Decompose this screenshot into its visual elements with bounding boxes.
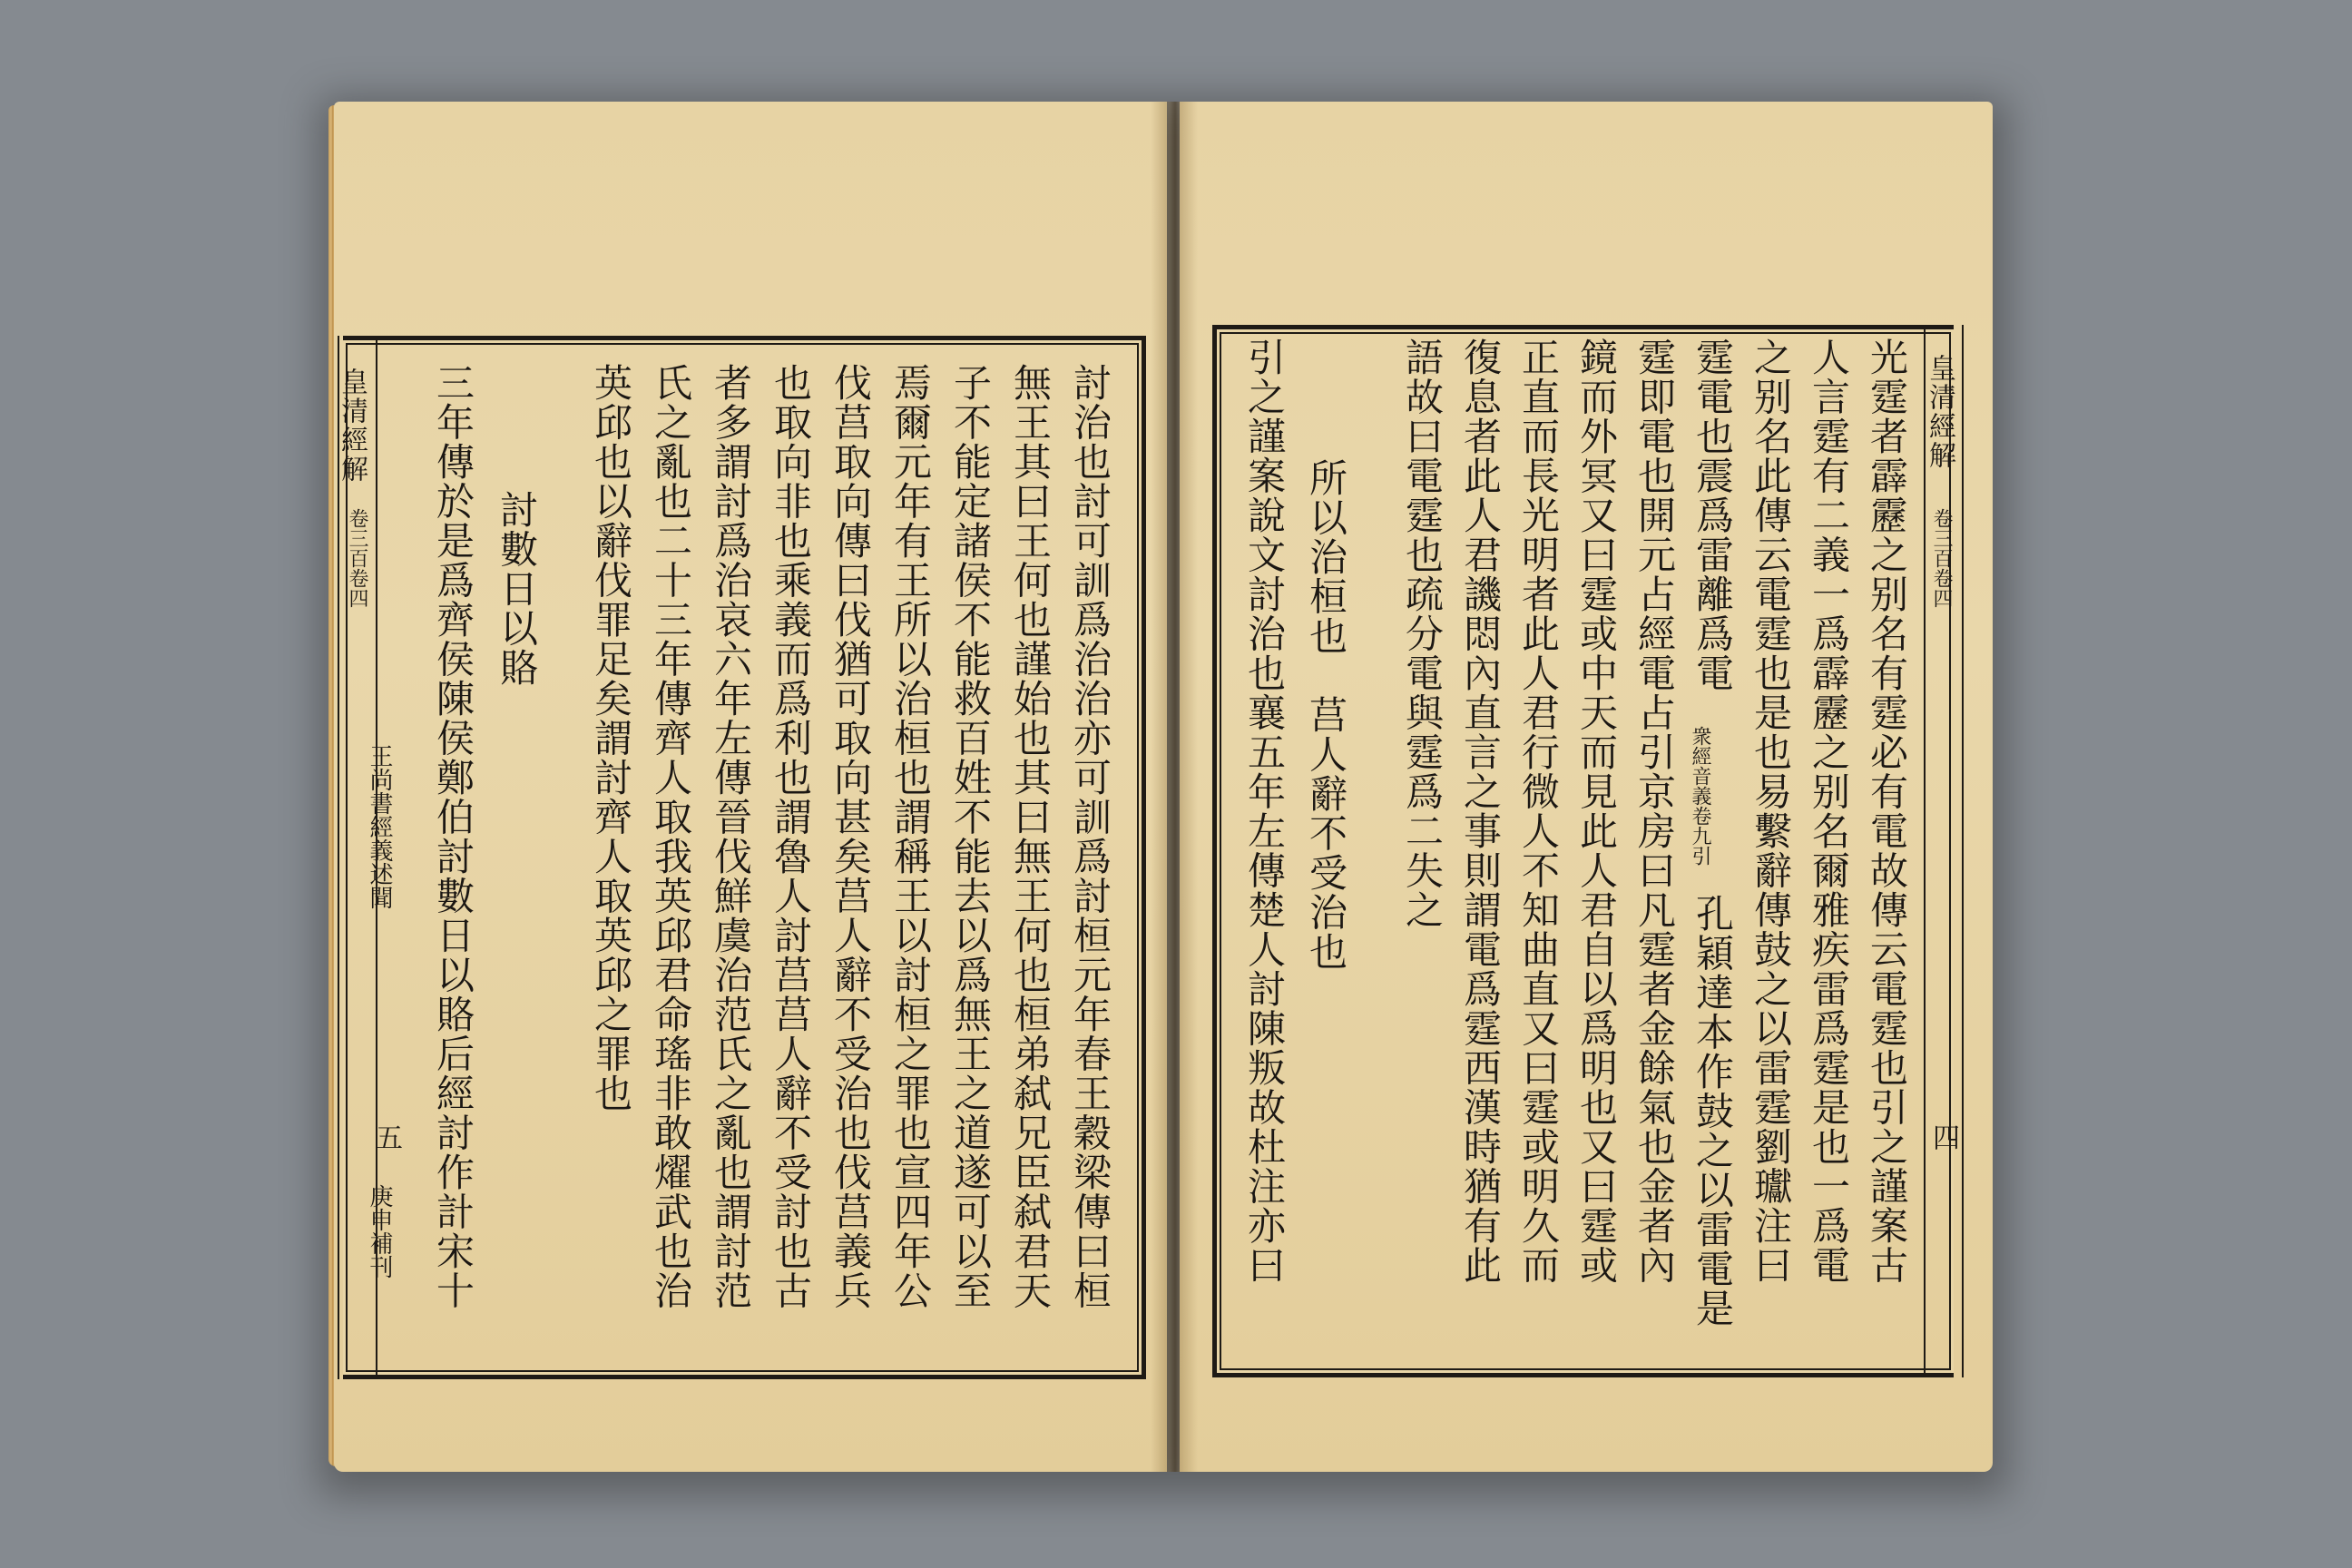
right-col-6: 鏡而外冥又曰霆或中天而見此人君自以爲明也又曰霆或 <box>1574 338 1619 1285</box>
right-col-5: 霆即電也開元占經電占引京房曰凡霆者金餘氣也金者內 <box>1632 338 1677 1285</box>
left-col-1: 討治也討可訓爲治治亦可訓爲討桓元年春王穀梁傳曰桓 <box>1068 363 1112 1310</box>
left-col-10: 討數日以賂 <box>495 490 539 688</box>
left-center-subtitle: 王尚書經義述聞 <box>366 744 393 909</box>
right-center-title: 皇清經解 <box>1924 354 1955 470</box>
right-center-volume: 卷三百卷四 <box>1930 508 1953 608</box>
left-col-2: 無王其曰王何也謹始也其曰無王何也桓弟弑兄臣弑君天 <box>1008 363 1053 1310</box>
right-center-page-no: 四 <box>1927 1123 1959 1152</box>
left-col-6: 也取向非也乘義而爲利也謂魯人討莒莒人辭不受討也古 <box>769 363 813 1310</box>
right-inline-note-2: 孔穎達本作鼓之以雷電是 <box>1690 894 1735 1328</box>
right-col-9: 語故曰電霆也疏分電與霆爲二失之 <box>1400 338 1445 930</box>
left-col-4: 焉爾元年有王所以治桓也謂稱王以討桓之罪也宣四年公 <box>888 363 933 1310</box>
left-center-title: 皇清經解 <box>336 368 368 484</box>
left-center-volume: 卷三百卷四 <box>346 508 368 608</box>
left-col-9: 英邱也以辭伐罪足矣謂討齊人取英邱之罪也 <box>589 363 633 1113</box>
right-col-10: 所以治桓也 莒人辭不受治也 <box>1304 458 1348 972</box>
right-col-1: 光霆者霹靂之别名有霆必有電故傳云電霆也引之謹案古 <box>1865 338 1909 1285</box>
left-col-8: 氏之亂也二十三年傳齊人取我英邱君命瑤非敢燿武也治 <box>649 363 693 1310</box>
book-gutter <box>1151 102 1198 1472</box>
left-center-footer: 庚申補刊 <box>366 1184 393 1279</box>
right-col-11: 引之謹案說文討治也襄五年左傳楚人討陳叛故杜注亦曰 <box>1242 338 1287 1285</box>
right-col-2: 人言霆有二義一爲霹靂之别名爾雅疾雷爲霆是也一爲電 <box>1807 338 1851 1285</box>
right-page-center-strip <box>1924 325 1964 1377</box>
right-col-4: 霆電也震爲雷離爲電 <box>1690 338 1735 693</box>
left-col-11: 三年傳於是爲齊侯陳侯鄭伯討數日以賂后經討作計宋十 <box>431 363 475 1310</box>
right-inline-note-1: 衆經音義卷九引 <box>1689 726 1711 866</box>
left-col-3: 子不能定諸侯不能救百姓不能去以爲無王之道遂可以至 <box>948 363 993 1310</box>
left-col-7: 者多謂討爲治哀六年左傳晉伐鮮虞治范氏之亂也謂討范 <box>709 363 753 1310</box>
right-col-3: 之别名此傳云電霆也是也易繫辭傳鼓之以雷霆劉瓛注曰 <box>1749 338 1793 1285</box>
left-center-page-no: 五 <box>370 1123 402 1152</box>
left-col-5: 伐莒取向傳曰伐猶可取向甚矣莒人辭不受治也伐莒義兵 <box>828 363 873 1310</box>
right-col-7: 正直而長光明者此人君行微人不知曲直又曰霆或明久而 <box>1516 338 1561 1285</box>
right-col-8: 復息者此人君譏悶內直言之事則謂電爲霆西漢時猶有此 <box>1458 338 1503 1285</box>
